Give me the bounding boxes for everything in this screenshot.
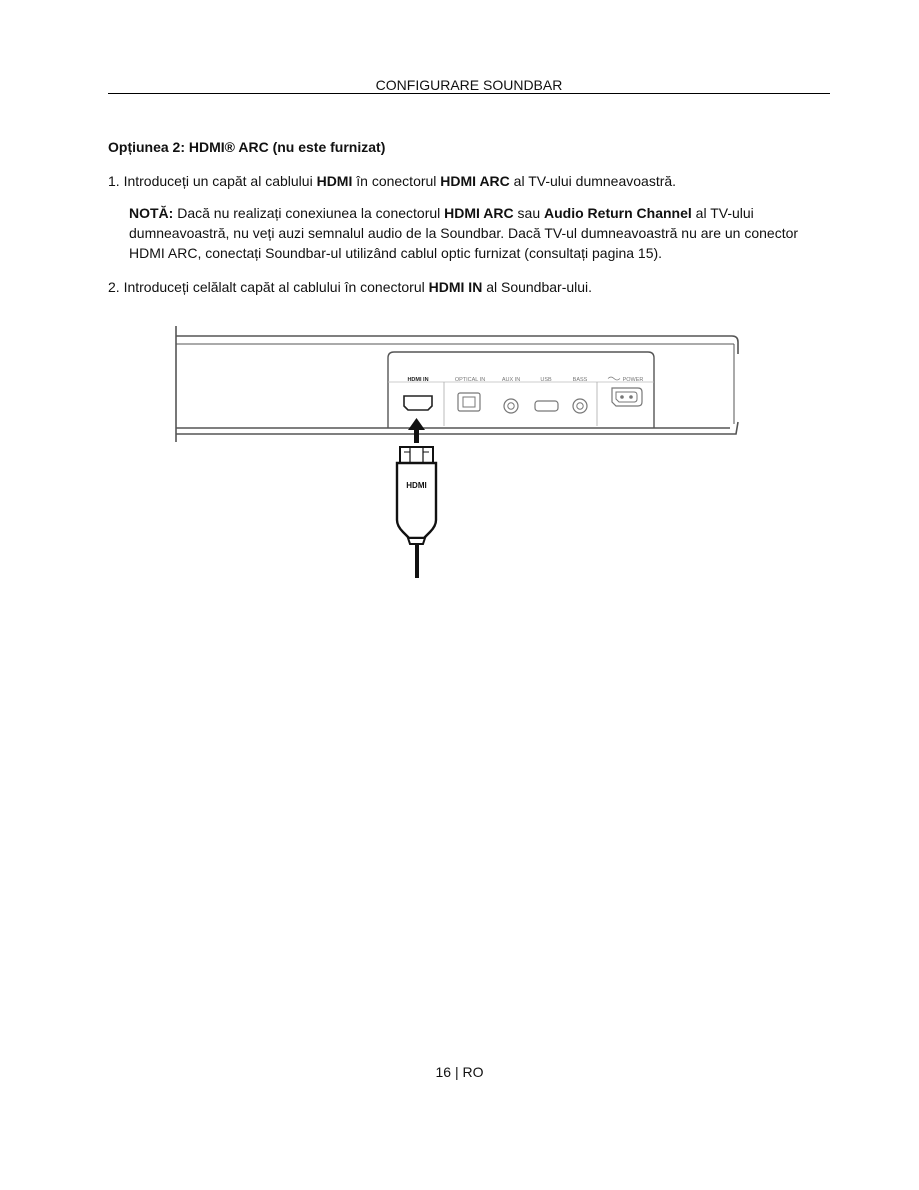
plug-label: HDMI — [406, 481, 427, 490]
soundbar-diagram — [172, 322, 742, 582]
section-title: Opțiunea 2: HDMI® ARC (nu este furnizat) — [108, 139, 386, 155]
port-label-bass: BASS — [572, 377, 588, 383]
step-1: 1. Introduceți un capăt al cablului HDMI în conectorul HDMI ARC al TV-ului dumneavoastră. — [108, 173, 677, 189]
port-label-power: POWER — [622, 377, 644, 383]
note: NOTĂ: Dacă nu realizați conexiunea la conectorul HDMI ARC sau Audio Return Channel al TV-ului dumneavoastră, nu veți auzi semnalul audio de la Soundbar. Dacă TV-ul dumneavoastră nu are un conector HDMI ARC, conectați Soundbar-ul utilizând cablul optic furnizat (consultați pagina 15). — [129, 205, 799, 261]
hdmi-cable-plug — [397, 447, 436, 578]
port-label-optical-in: OPTICAL IN — [454, 377, 486, 383]
hdmi-port-icon — [404, 396, 432, 410]
port-label-aux-in: AUX IN — [501, 377, 521, 383]
note-label: NOTĂ: — [129, 205, 174, 221]
bass-port-icon — [573, 399, 587, 413]
page-header — [108, 74, 830, 94]
step-2: 2. Introduceți celălalt capăt al cablului în conectorul HDMI IN al Soundbar-ului. — [108, 279, 593, 295]
ac-symbol-icon — [608, 377, 620, 380]
optical-port-icon — [458, 393, 480, 411]
port-label-hdmi-in: HDMI IN — [407, 377, 429, 383]
soundbar-hdmi-illustration — [172, 322, 742, 582]
power-port-icon — [612, 388, 642, 406]
usb-port-icon — [535, 401, 558, 411]
page-number: 16 | RO — [435, 1064, 484, 1080]
connector-panel — [388, 352, 654, 428]
page-footer — [0, 1062, 919, 1082]
port-label-usb: USB — [540, 377, 552, 383]
page-content — [108, 137, 828, 297]
aux-port-icon — [504, 399, 518, 413]
header-title: CONFIGURARE SOUNDBAR — [375, 77, 563, 93]
header-rule — [108, 93, 830, 94]
insert-arrow-icon — [408, 418, 425, 443]
